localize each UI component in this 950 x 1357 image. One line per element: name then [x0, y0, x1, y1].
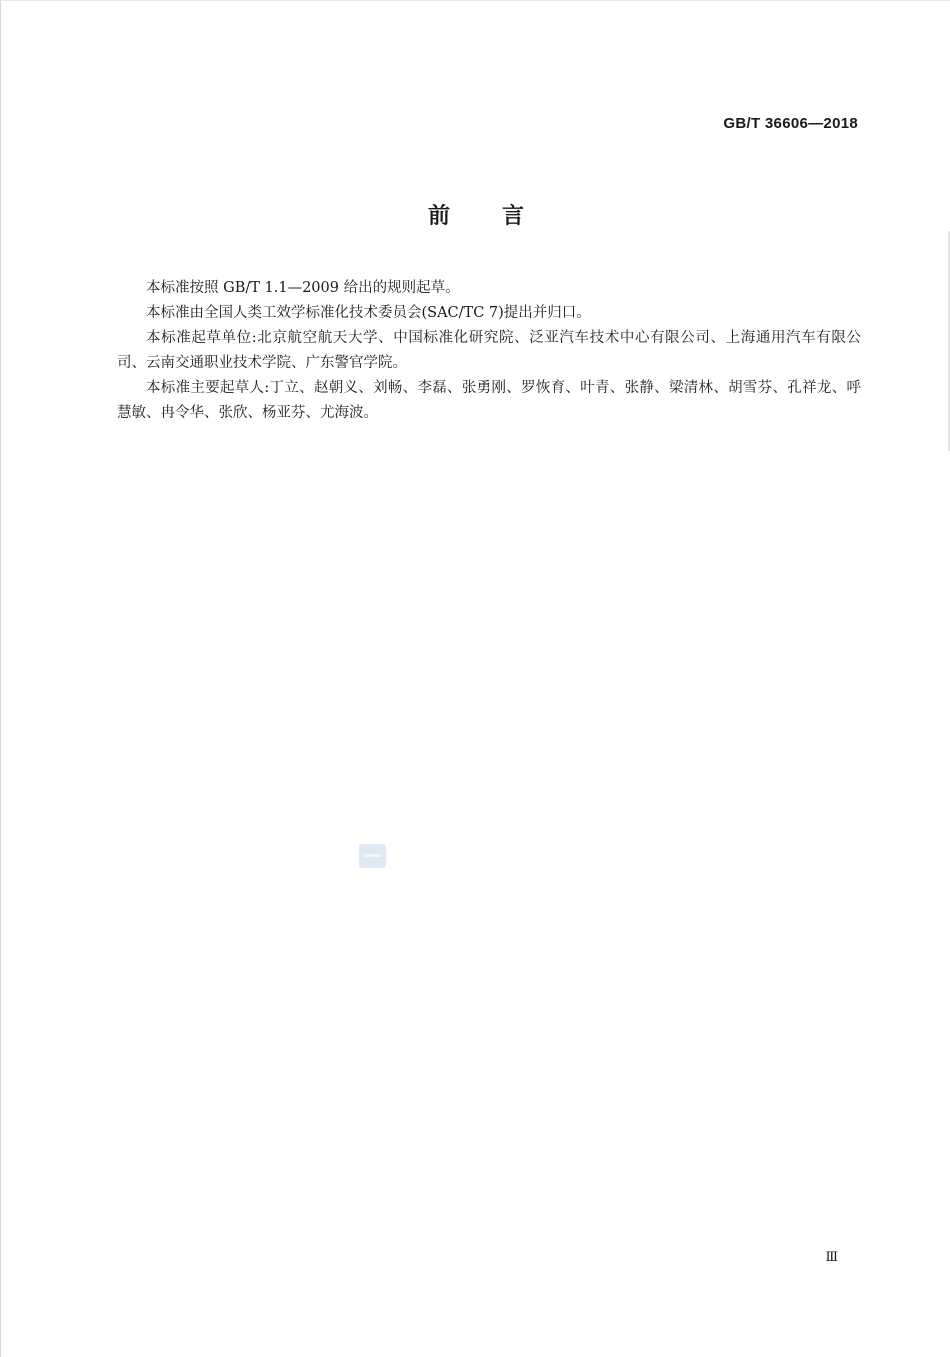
paragraph-drafters: 本标准主要起草人:丁立、赵朝义、刘畅、李磊、张勇刚、罗恢育、叶青、张静、梁清林、胡雪芬、孔祥龙、呼慧敏、冉令华、张欣、杨亚芬、尤海波。 — [117, 380, 861, 421]
watermark-logo-icon — [359, 844, 386, 868]
page-number: Ⅲ — [825, 1250, 838, 1265]
page-title: 前言 — [427, 204, 576, 229]
paragraph-proposer: 本标准由全国人类工效学标准化技术委员会(SAC/TC 7)提出并归口。 — [146, 305, 591, 321]
paragraph-drafting-rules: 本标准按照 GB/T 1.1—2009 给出的规则起草。 — [146, 280, 460, 296]
paragraph-drafting-units: 本标准起草单位:北京航空航天大学、中国标准化研究院、泛亚汽车技术中心有限公司、上海通用汽车有限公司、云南交通职业技术学院、广东警官学院。 — [117, 330, 861, 371]
standard-number: GB/T 36606—2018 — [723, 115, 858, 132]
preface-body — [117, 276, 861, 426]
